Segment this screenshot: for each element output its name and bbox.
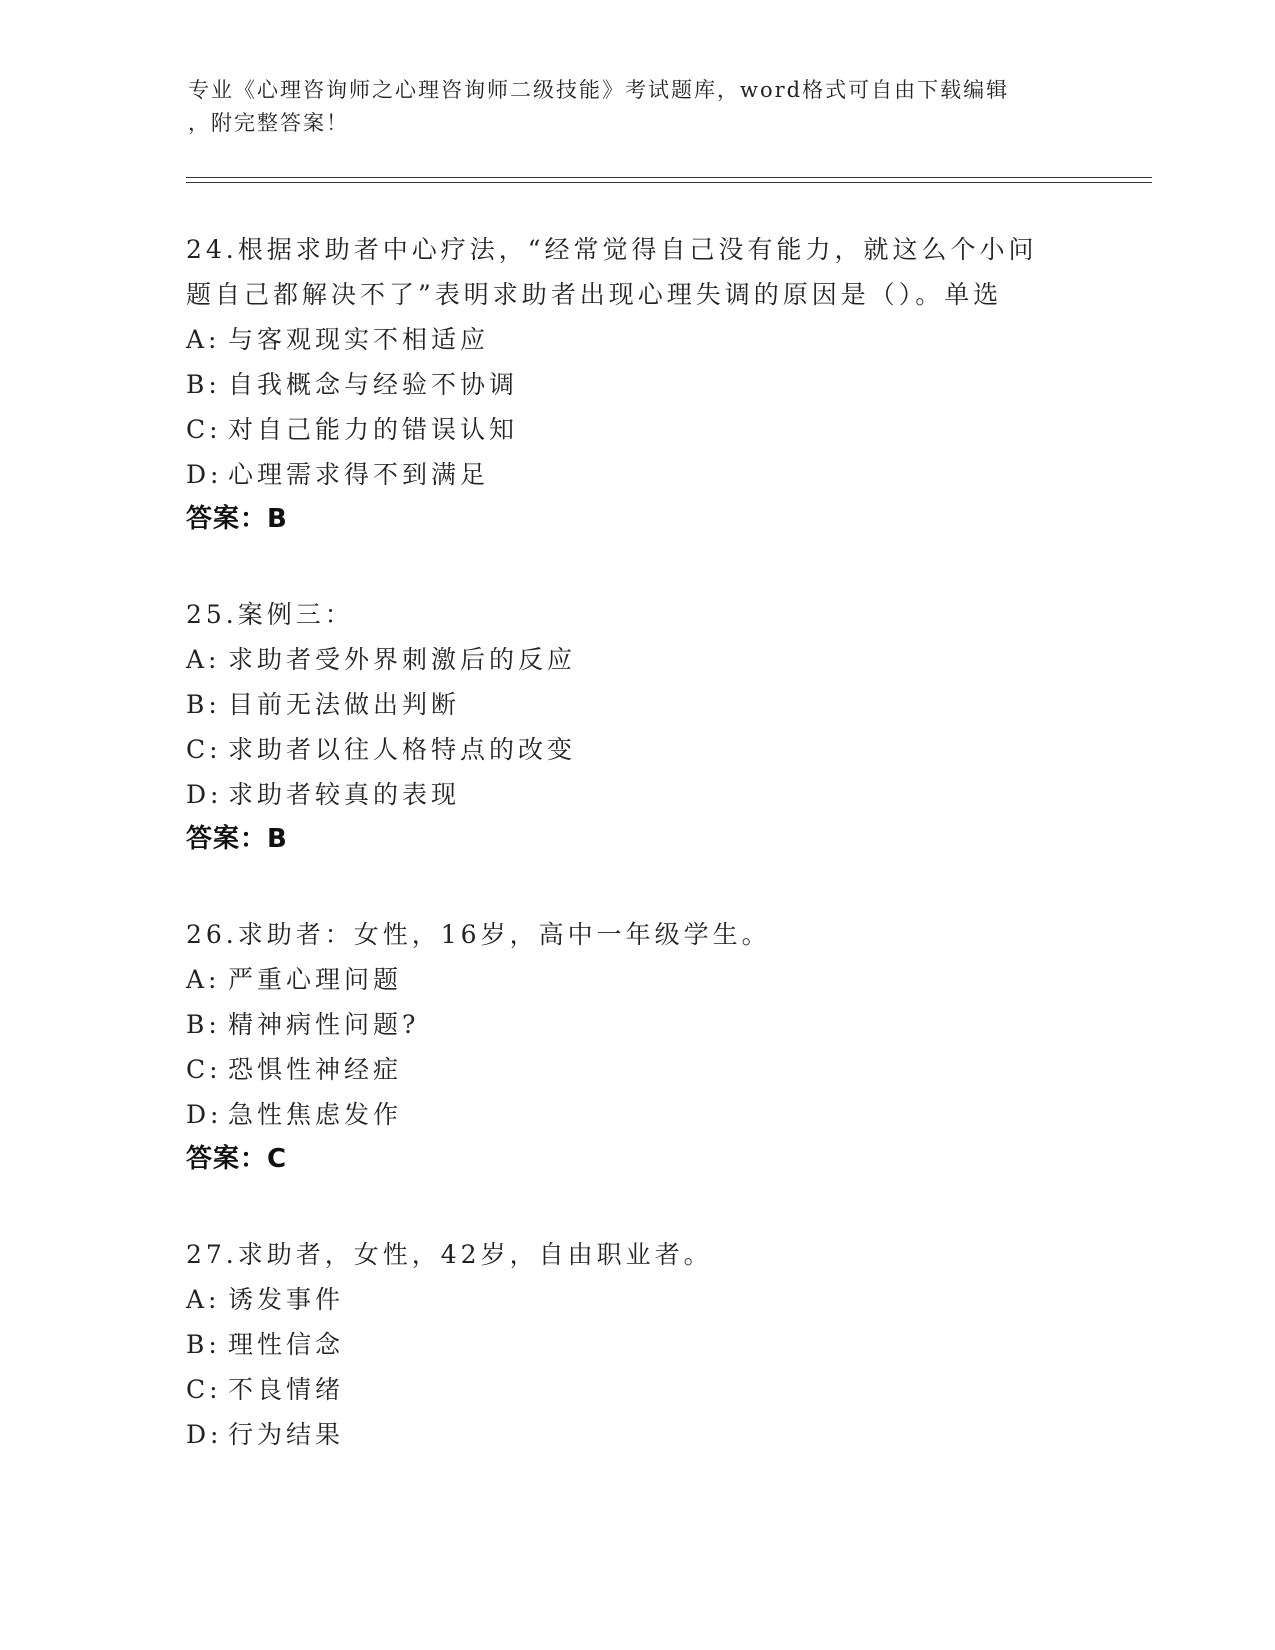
answer-line: 答案：C (186, 1144, 288, 1174)
option-key: B: (186, 370, 221, 399)
question-25 (186, 592, 1086, 862)
option-text: 诱发事件 (228, 1285, 345, 1314)
option-text: 与客观现实不相适应 (228, 325, 490, 354)
option-text: 严重心理问题 (228, 965, 403, 994)
option-b (186, 1322, 1086, 1367)
option-b (186, 1002, 1086, 1047)
option-text: 恐惧性神经症 (228, 1055, 403, 1084)
question-stem: 26.求助者：女性，16岁，高中一年级学生。 (186, 920, 771, 949)
option-key: B: (186, 690, 221, 719)
header-divider-top (186, 177, 1152, 178)
option-c (186, 407, 1056, 452)
question-27 (186, 1232, 1086, 1457)
document-header (188, 74, 1088, 140)
answer-line: 答案：B (186, 504, 288, 534)
option-d (186, 452, 1056, 497)
option-key: D: (186, 1420, 223, 1449)
option-text: 对自己能力的错误认知 (228, 415, 519, 444)
option-key: A: (186, 965, 221, 994)
header-line-1: 专业《心理咨询师之心理咨询师二级技能》考试题库，word格式可自由下载编辑 (188, 78, 1010, 102)
answer-line: 答案：B (186, 824, 288, 854)
option-text: 行为结果 (228, 1420, 345, 1449)
option-key: B: (186, 1010, 221, 1039)
option-key: C: (186, 1375, 222, 1404)
option-text: 求助者受外界刺激后的反应 (228, 645, 577, 674)
option-key: D: (186, 1100, 223, 1129)
option-text: 自我概念与经验不协调 (228, 370, 519, 399)
option-c (186, 1047, 1086, 1092)
option-text: 求助者较真的表现 (228, 780, 461, 809)
option-a (186, 1277, 1086, 1322)
option-d (186, 1412, 1086, 1457)
option-text: 心理需求得不到满足 (228, 460, 490, 489)
question-26 (186, 912, 1086, 1182)
option-text: 精神病性问题? (228, 1010, 420, 1039)
option-key: A: (186, 645, 221, 674)
option-a (186, 957, 1086, 1002)
option-key: D: (186, 780, 223, 809)
option-key: C: (186, 415, 222, 444)
option-key: C: (186, 1055, 222, 1084)
header-line-2: ，附完整答案！ (188, 111, 349, 135)
question-stem: 24.根据求助者中心疗法，“经常觉得自己没有能力，就这么个小问题自己都解决不了”表明求助者出现心理失调的原因是（）。单选 (186, 235, 1038, 309)
option-text: 急性焦虑发作 (228, 1100, 403, 1129)
option-key: A: (186, 325, 221, 354)
option-text: 目前无法做出判断 (228, 690, 461, 719)
header-divider-bottom (186, 182, 1152, 183)
question-24 (186, 227, 1056, 542)
option-key: D: (186, 460, 223, 489)
option-a (186, 637, 1086, 682)
option-c (186, 727, 1086, 772)
option-a (186, 317, 1056, 362)
option-key: C: (186, 735, 222, 764)
option-text: 求助者以往人格特点的改变 (228, 735, 577, 764)
option-d (186, 1092, 1086, 1137)
option-d (186, 772, 1086, 817)
question-stem: 27.求助者，女性，42岁，自由职业者。 (186, 1240, 713, 1269)
option-c (186, 1367, 1086, 1412)
question-stem: 25.案例三： (186, 600, 354, 629)
option-text: 不良情绪 (228, 1375, 345, 1404)
option-text: 理性信念 (228, 1330, 345, 1359)
option-key: A: (186, 1285, 221, 1314)
option-b (186, 362, 1056, 407)
option-key: B: (186, 1330, 221, 1359)
option-b (186, 682, 1086, 727)
